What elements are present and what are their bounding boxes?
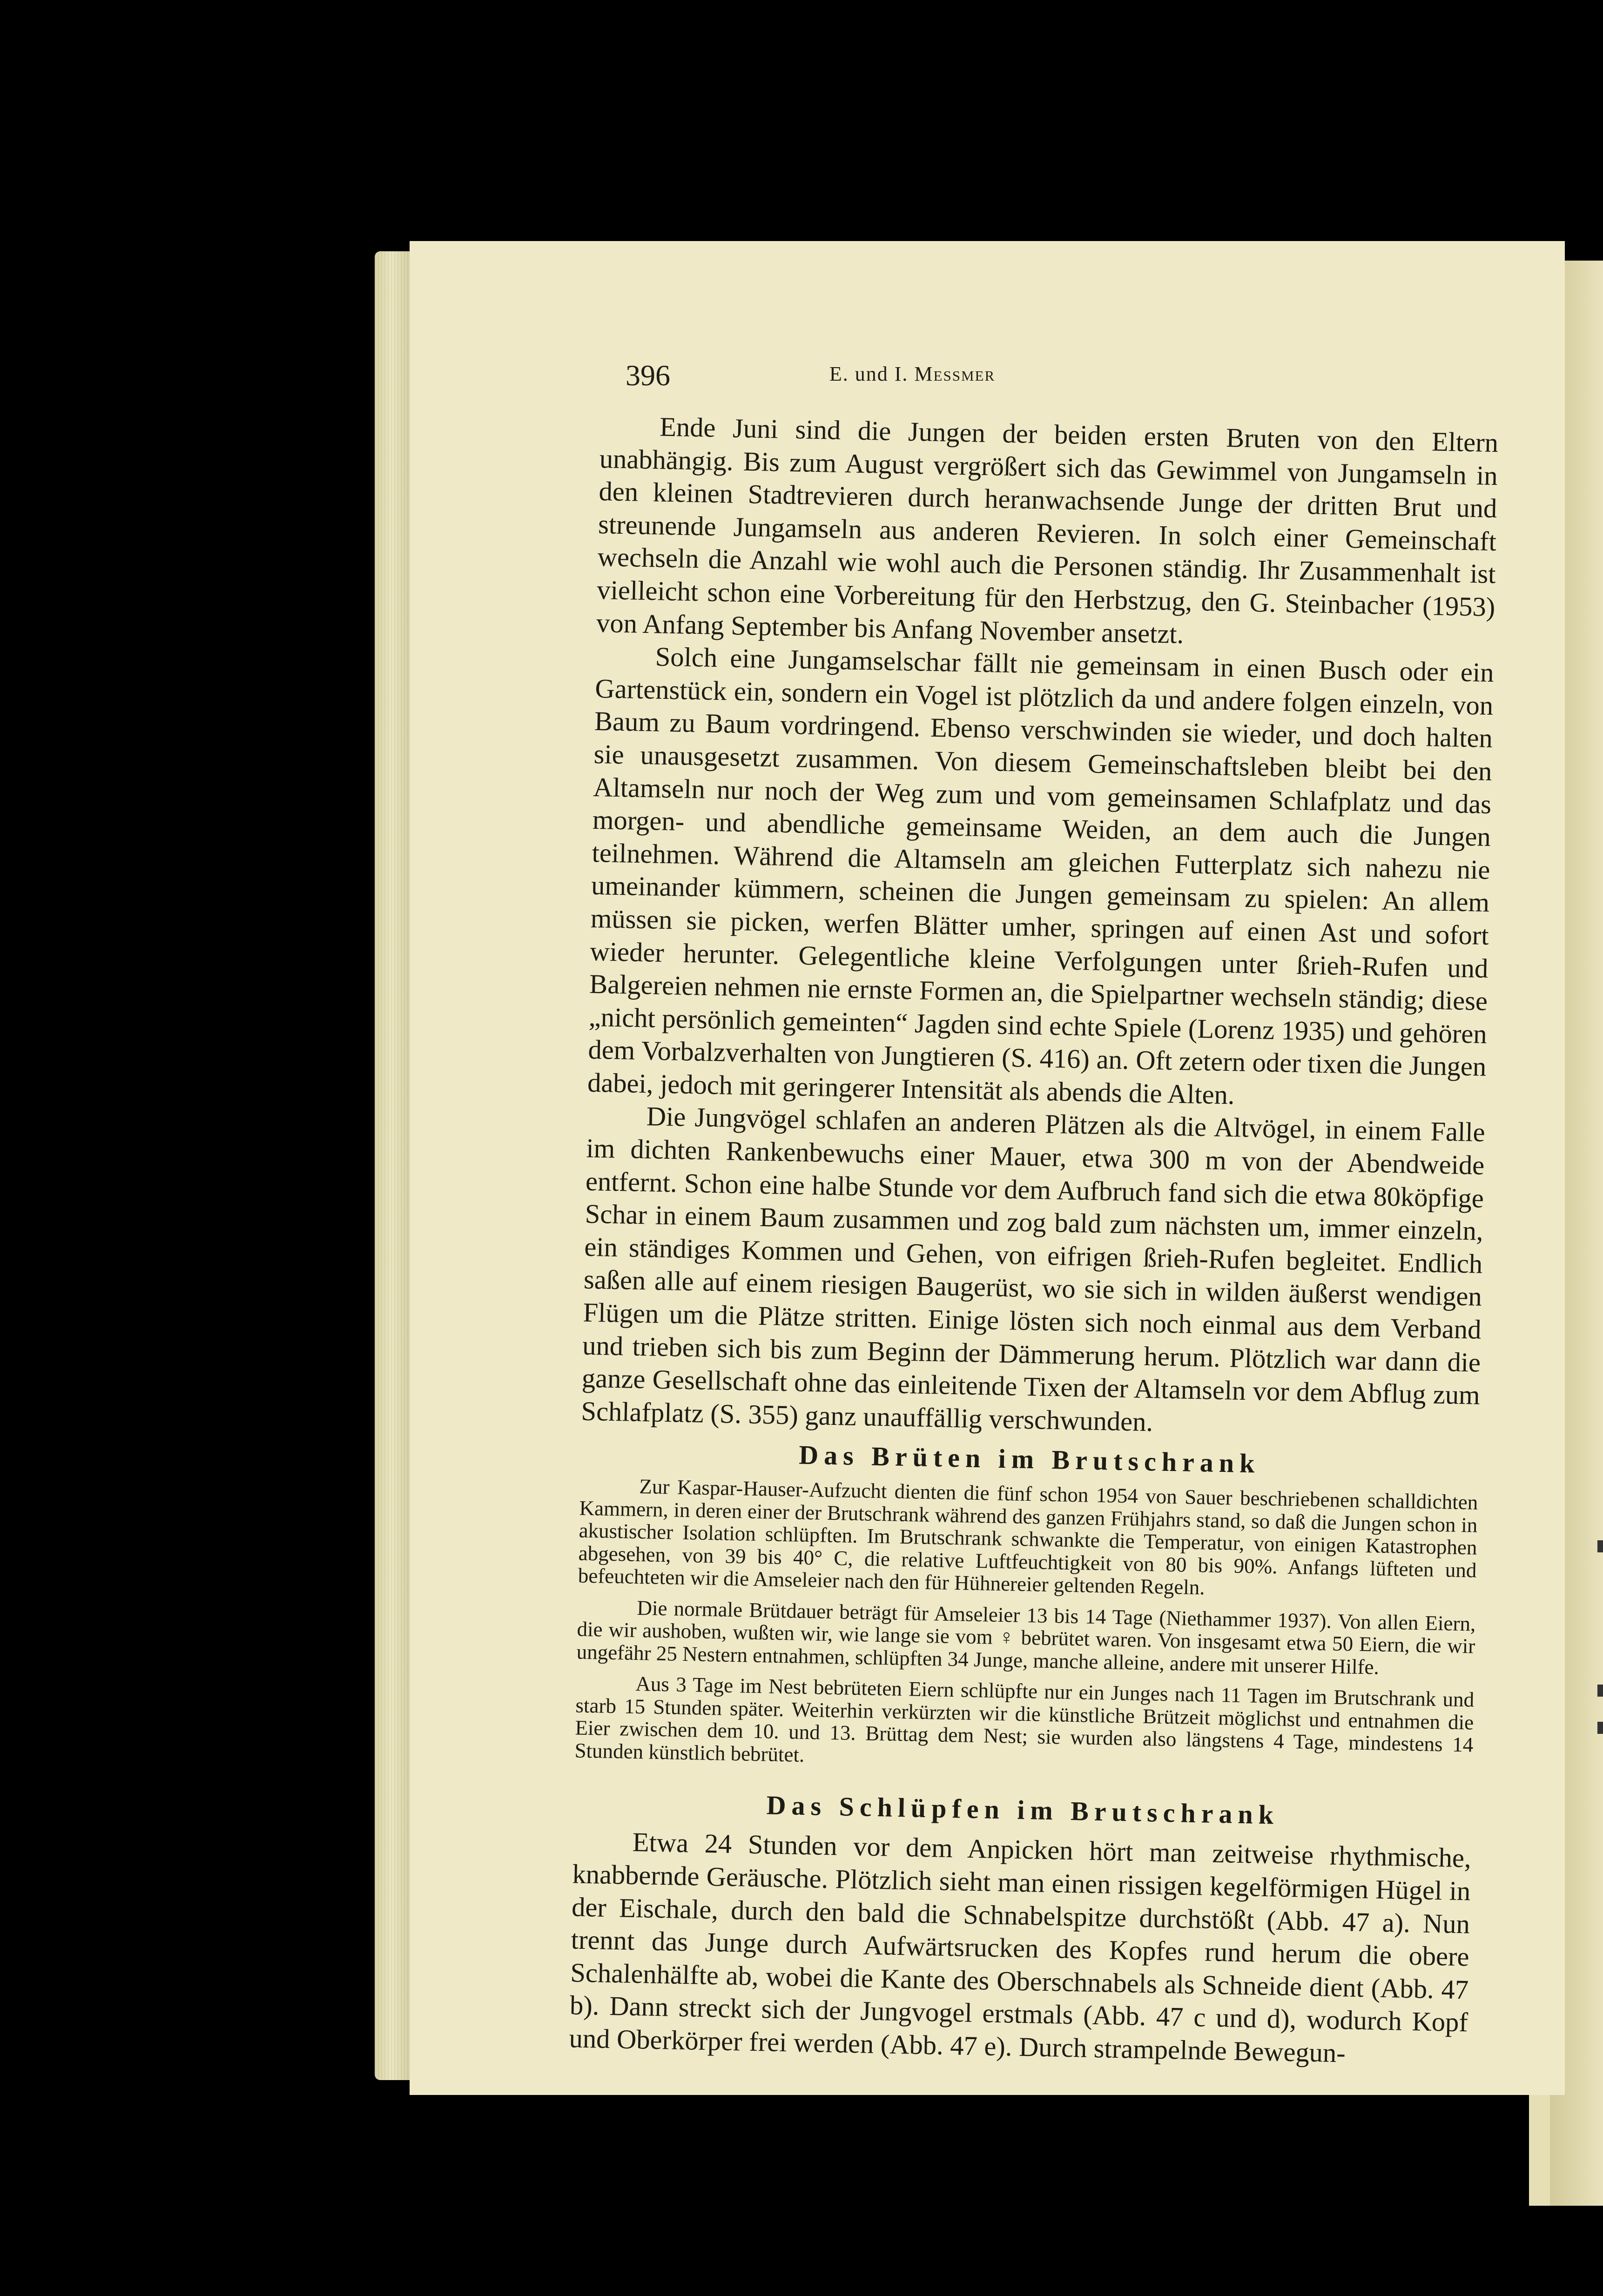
small-paragraph: Die normale Brütdauer beträgt für Amseleier 13 bis 14 Tage (Niethammer 1937). Von allen Eiern, die wir aushoben, wußten wir, wie lange sie vom ♀ bebrütet waren. Von insgesamt etwa 50 Eiern, die wir ungefähr 25 Nestern entnahmen, schlüpften 34 Junge, manche alleine, andere mit unserer Hilfe. <box>576 1596 1476 1679</box>
paragraph: Etwa 24 Stunden vor dem Anpicken hört man zeitweise rhythmische, knabbernde Geräusche. Plötzlich sieht man einen rissigen kegelförmigen Hügel in der Eischale, durch den bald die Schnabelspitze durchstößt (Abb. 47 a). Nun trennt das Junge durch Aufwärtsrucken des Kopfes rund herum die obere Schalenhälfte ab, wobei die Kante des Oberschnabels als Schneide dient (Abb. 47 b). Dann streckt sich der Jungvogel erstmals (Abb. 47 c und d), wodurch Kopf und Oberkörper frei werden (Abb. 47 e). Durch strampelnde Bewegun- <box>569 1827 1472 2068</box>
section-heading: Das Brüten im Brutschrank <box>798 1440 1261 1479</box>
running-head-author: Messmer <box>914 363 996 385</box>
page-number: 396 <box>626 359 670 392</box>
paragraph: Die Jungvögel schlafen an anderen Plätzen als die Altvögel, in einem Falle im dichten Rankenbewuchs einer Mauer, etwa 300 m von der Abendweide entfernt. Schon eine halbe Stunde vor dem Aufbruch fand sich die etwa 80köpfige Schar in einem Baum zusammen und zog bald zum nächsten um, immer einzeln, ein ständiges Kommen und Gehen, von eifrigen ßrieh-Rufen begleitet. Endlich saßen alle auf einem riesigen Baugerüst, wo sie sich in wilden äußerst wendigen Flügen um die Plätze stritten. Einige lösten sich noch einmal aus dem Verband und trieben sich bis zum Beginn der Dämmerung herum. Plötzlich war dann die ganze Gesellschaft ohne das einleitende Tixen der Altamseln vor dem Abflug zum Schlafplatz (S. 355) ganz unauffällig verschwunden. <box>581 1101 1486 1437</box>
running-head <box>652 362 1173 386</box>
paragraph: Ende Juni sind die Jungen der beiden ersten Bruten von den Eltern unabhängig. Bis zum August vergrößert sich das Gewimmel von Jungamseln in den kleinen Stadtrevieren durch heranwachsende Junge der dritten Brut und streunende Jungamseln aus anderen Revieren. In solch einer Gemeinschaft wechseln die Anzahl wie wohl auch die Personen ständig. Ihr Zusammenhalt ist vielleicht schon eine Vorbereitung für den Herbstzug, den G. Steinbacher (1953) von Anfang September bis Anfang November ansetzt. <box>596 411 1499 649</box>
facing-page-mark <box>1597 1685 1603 1697</box>
small-paragraph: Aus 3 Tage im Nest bebrüteten Eiern schlüpfte nur ein Junges nach 11 Tagen im Brutschrank und starb 15 Stunden später. Weiterhin verkürzten wir die künstliche Brützeit möglichst und entnahmen die Eier zwischen dem 10. und 13. Brüttag dem Nest; sie wurden also längstens 4 Tage, mindestens 14 Stunden künstlich bebrütet. <box>574 1672 1475 1766</box>
section-heading: Das Schlüpfen im Brutschrank <box>766 1790 1280 1830</box>
facing-page-mark <box>1597 1722 1603 1734</box>
small-paragraph: Zur Kaspar-Hauser-Aufzucht dienten die fünf schon 1954 von Sauer beschriebenen schalldichten Kammern, in deren einer der Brutschrank während des ganzen Frühjahrs stand, so daß die Jungen schon in akustischer Isolation schlüpften. Im Brutschrank schwankte die Temperatur, von einigen Katastrophen abgesehen, von 39 bis 40° C, die relative Luftfeuchtigkeit von 80 bis 90%. Anfangs lüfteten und befeuchteten wir die Amseleier nach den für Hühnereier geltenden Regeln. <box>578 1475 1478 1599</box>
paragraph: Solch eine Jungamselschar fällt nie gemeinsam in einen Busch oder ein Gartenstück ein, sondern ein Vogel ist plötzlich da und andere folgen einzeln, von Baum zu Baum vordringend. Ebenso verschwinden sie wieder, und doch halten sie unausgesetzt zusammen. Von diesem Gemeinschaftsleben bleibt bei den Altamseln nur noch der Weg zum und vom gemeinsamen Schlafplatz und das morgen- und abendliche gemeinsame Weiden, an dem auch die Jungen teilnehmen. Während die Altamseln am gleichen Futterplatz sich nahezu nie umeinander kümmern, scheinen die Jungen gemeinsam zu spielen: An allem müssen sie picken, werfen Blätter umher, springen auf einen Ast und sofort wieder herunter. Gelegentliche kleine Verfolgungen unter ßrieh-Rufen und Balgereien nehmen nie ernste Formen an, die Spielpartner wechseln ständig; diese „nicht persönlich gemeinten“ Jagden sind echte Spiele (Lorenz 1935) und gehören dem Vorbalzverhalten von Jungtieren (S. 416) an. Oft zetern oder tixen die Jungen dabei, jedoch mit geringerer Intensität als abends die Alten. <box>587 641 1495 1110</box>
text-body <box>569 410 1499 2072</box>
facing-page-mark <box>1597 1540 1603 1552</box>
running-head-prefix: E. und I. <box>829 363 915 385</box>
